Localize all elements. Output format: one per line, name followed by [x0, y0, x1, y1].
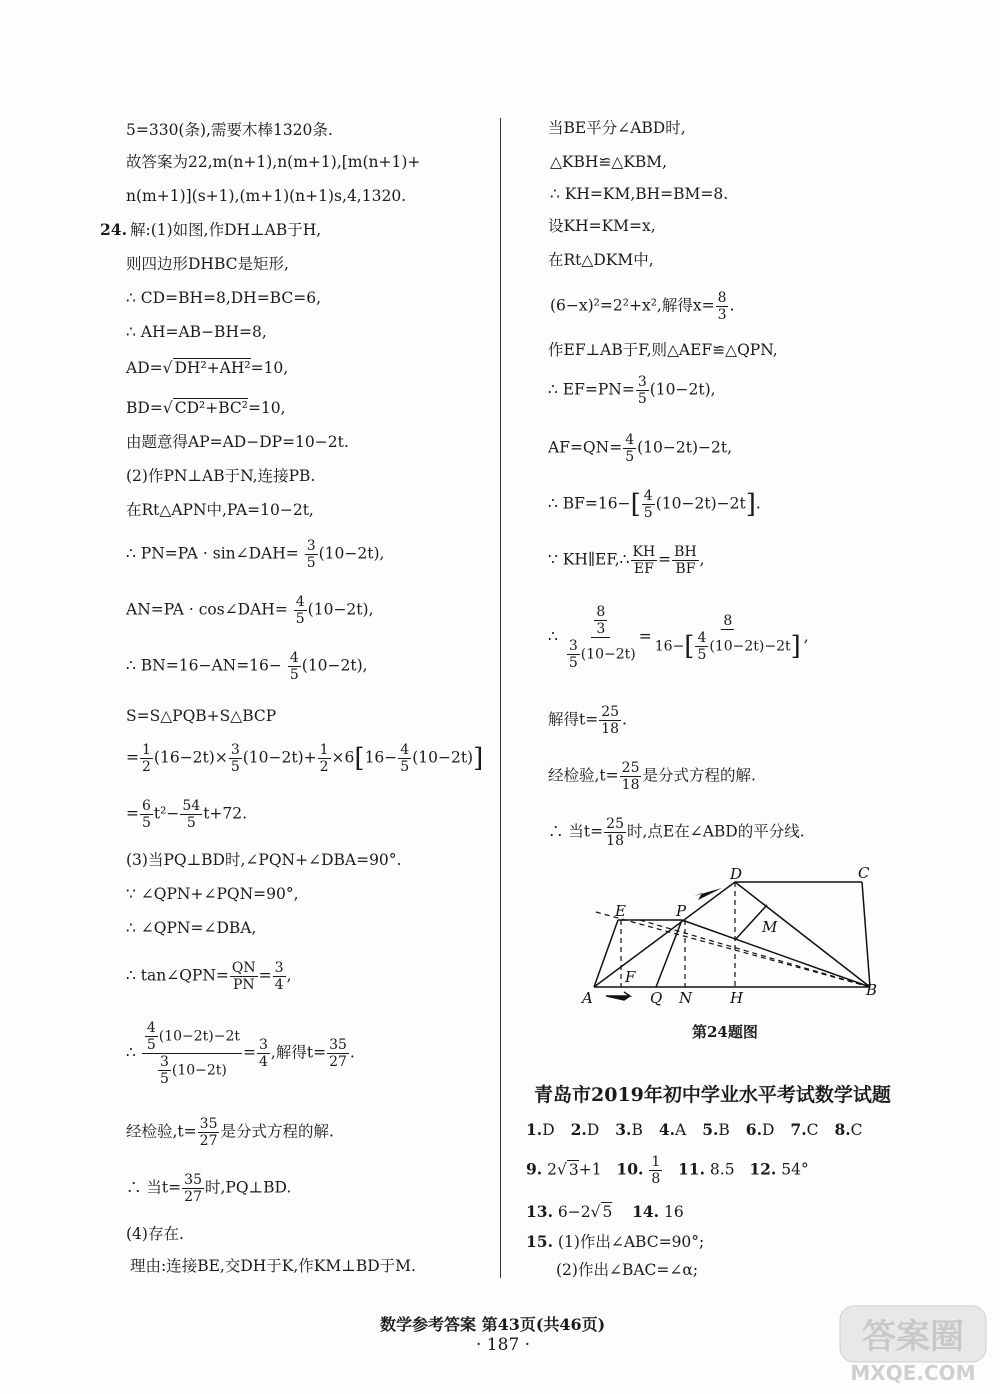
text: ∴ 当t=	[126, 1178, 182, 1197]
question-number: 6.	[745, 1120, 762, 1139]
formula-line	[548, 760, 756, 793]
text: =	[126, 804, 139, 823]
text: =	[658, 550, 672, 569]
text: (10−2t),	[307, 600, 374, 619]
formula-line	[548, 488, 761, 521]
text: ∴	[126, 1043, 136, 1062]
answer: D	[586, 1121, 600, 1139]
formula-line	[126, 1116, 334, 1149]
formula-line	[548, 704, 627, 737]
question-number: 8.	[834, 1120, 851, 1139]
text-line: ∴ AH=AB−BH=8,	[126, 323, 267, 341]
text: ,	[699, 550, 705, 569]
sqrt-sign: √	[590, 1203, 601, 1221]
answer: (2)作出∠BAC=∠α;	[556, 1261, 699, 1279]
formula-line	[126, 398, 286, 418]
segment-AD	[594, 882, 735, 987]
text: ,解得t=	[270, 1043, 327, 1062]
answers-row-5	[556, 1258, 698, 1280]
text-line: 5=330(条),需要木棒1320条.	[126, 121, 333, 139]
text: .	[622, 710, 627, 729]
text: (10−2t)	[580, 646, 636, 663]
fraction: $\frac{25}{18}$	[621, 760, 640, 793]
label-P: P	[676, 902, 687, 920]
text: =	[243, 1043, 256, 1062]
fraction: $\frac{3}{5}$	[159, 1054, 169, 1087]
text-line: △KBH≌△KBM,	[550, 153, 668, 171]
denominator	[564, 638, 638, 671]
denominator	[155, 1054, 229, 1087]
text: =10,	[247, 399, 286, 417]
sqrt-body: CD²+BC²	[174, 399, 248, 417]
label-B: B	[866, 981, 878, 999]
fraction: $\frac{6}{5}$	[142, 798, 151, 831]
formula-line	[548, 544, 705, 577]
formula-line	[126, 358, 288, 378]
text: (10−2t),	[301, 656, 368, 675]
formula-line	[548, 604, 809, 671]
text: (10−2t)	[412, 748, 474, 767]
question-number: 24.	[100, 220, 127, 239]
answer: (1)作出∠ABC=90°;	[557, 1233, 705, 1251]
text: ×6	[331, 748, 355, 767]
text: .	[729, 296, 735, 315]
question-number: 5.	[702, 1120, 719, 1139]
fraction: $\frac{1}{8}$	[651, 1154, 661, 1187]
text: =	[126, 748, 139, 767]
fraction: $\frac{35}{27}$	[329, 1037, 347, 1070]
segment-DB	[735, 882, 870, 987]
text-line: n(m+1)](s+1),(m+1)(n+1)s,4,1320.	[126, 187, 407, 205]
text: ,	[803, 627, 809, 646]
answer: A	[675, 1121, 687, 1139]
label-D: D	[730, 865, 743, 883]
formula-line	[126, 1172, 291, 1205]
question-number: 12.	[749, 1159, 777, 1179]
fraction: $\frac{4}{5}$	[697, 629, 707, 663]
question-number: 14.	[632, 1202, 660, 1221]
formula-line	[548, 816, 805, 849]
formula-line	[126, 650, 368, 683]
text: 16−	[364, 748, 398, 767]
segment-CB	[862, 882, 870, 987]
question-number: 3.	[615, 1120, 632, 1139]
fraction: $\frac{4}{5}$	[400, 742, 410, 775]
column-divider	[500, 118, 501, 1278]
label-A: A	[582, 989, 593, 1007]
geometry-figure	[578, 862, 888, 1012]
question-number: 11.	[678, 1159, 705, 1179]
text: (10−2t)−2t,	[637, 438, 733, 457]
question-number: 7.	[790, 1120, 807, 1139]
answer: 6−2	[557, 1203, 591, 1221]
fraction: $\frac{4}{5}$	[295, 594, 305, 627]
answer: B	[631, 1121, 643, 1139]
text-line: 当BE平分∠ABD时,	[548, 119, 686, 137]
text: ∴ BN=16−AN=16−	[126, 656, 282, 675]
answer: 3	[568, 1160, 579, 1179]
formula-line	[126, 538, 384, 571]
label-N: N	[679, 989, 693, 1007]
sqrt-sign: √	[162, 399, 173, 417]
text: AN=PA · cos∠DAH=	[126, 600, 288, 619]
question-number: 15.	[526, 1232, 553, 1251]
formula-line	[548, 374, 716, 407]
fraction: $\frac{8}{3}$	[596, 604, 606, 637]
text: ∴	[548, 627, 558, 646]
formula-line	[126, 1020, 355, 1087]
text: t+72.	[203, 804, 248, 823]
text: ∴ EF=PN=	[548, 380, 635, 399]
bracket: [	[630, 489, 641, 520]
text: t²−	[153, 804, 180, 823]
figure-caption: 第24题图	[692, 1023, 758, 1041]
segment-EB	[596, 912, 870, 987]
answer: D	[761, 1121, 775, 1139]
answers-row-3	[526, 1202, 684, 1221]
label-F: F	[625, 968, 636, 986]
fraction: $\frac{1}{2}$	[142, 742, 151, 775]
text-line: 则四边形DHBC是矩形,	[126, 255, 289, 273]
watermark-text: 答案圈	[862, 1317, 964, 1357]
text: .	[349, 1043, 355, 1062]
fraction: $\frac{3}{4}$	[259, 1037, 268, 1070]
complex-fraction	[142, 1020, 242, 1087]
fraction: $\frac{3}{5}$	[306, 538, 316, 571]
text: (10−2t)−2t	[158, 1028, 240, 1045]
label-E: E	[615, 902, 626, 920]
question-number: 4.	[658, 1120, 676, 1139]
text-line: (3)当PQ⊥BD时,∠PQN+∠DBA=90°.	[126, 851, 402, 869]
text: 时,PQ⊥BD.	[204, 1178, 292, 1197]
text: (10−2t),	[318, 544, 385, 563]
text-line: 设KH=KM=x,	[548, 217, 656, 235]
question-number: 2.	[570, 1120, 587, 1139]
text: =10,	[250, 359, 289, 377]
text-line: S=S△PQB+S△BCP	[126, 707, 277, 725]
text: ∴ BF=16−	[548, 494, 631, 513]
text: =	[258, 966, 272, 985]
formula-line	[126, 742, 483, 775]
watermark-logo	[838, 1304, 988, 1386]
text: BD=	[126, 399, 163, 417]
text: (10−2t)−2t	[709, 638, 791, 654]
answer: 54°	[781, 1160, 809, 1179]
formula-line	[550, 290, 734, 323]
text: (16−2t)×	[153, 748, 228, 767]
text-line: 由题意得AP=AD−DP=10−2t.	[126, 433, 349, 451]
label-Q: Q	[650, 989, 663, 1007]
text-line: 在Rt△APN中,PA=10−2t,	[126, 501, 314, 519]
complex-fraction	[653, 613, 803, 663]
page-footer: 数学参考答案 第43页(共46页)	[380, 1315, 606, 1334]
numerator	[142, 1020, 242, 1054]
bracket: ]	[745, 489, 756, 520]
fraction: $\frac{3}{5}$	[230, 742, 240, 775]
answer: B	[718, 1121, 730, 1139]
answers-list	[526, 1121, 879, 1139]
text: 解得t=	[548, 710, 599, 729]
text: 时,点E在∠ABD的平分线.	[626, 822, 805, 841]
denominator	[653, 630, 803, 663]
sqrt-body: DH²+AH²	[174, 359, 251, 377]
label-H: H	[730, 989, 744, 1007]
fraction: $\frac{54}{5}$	[182, 798, 201, 831]
answer: 16	[664, 1203, 684, 1221]
text: (6−x)²=2²+x²,解得x=	[550, 296, 715, 315]
text: ∵ KH∥EF,∴	[548, 550, 630, 569]
formula-line	[126, 594, 374, 627]
formula-line	[126, 960, 292, 993]
answer: C	[850, 1121, 863, 1139]
text-line: 故答案为22,m(n+1),n(m+1),[m(n+1)+	[126, 153, 421, 171]
question-number: 1.	[526, 1120, 543, 1139]
fraction: $\frac{1}{2}$	[319, 742, 329, 775]
text-line: 作EF⊥AB于F,则△AEF≌△QPN,	[548, 341, 778, 359]
fraction: $\frac{35}{27}$	[184, 1172, 202, 1205]
text: ∴ tan∠QPN=	[126, 966, 229, 985]
fraction: $\frac{4}{5}$	[625, 432, 635, 465]
text: .	[755, 494, 761, 513]
fraction: $\frac{QN}{PN}$	[231, 960, 256, 993]
fraction: $\frac{3}{5}$	[637, 374, 647, 407]
text-line: 理由:连接BE,交DH于K,作KM⊥BD于M.	[130, 1257, 416, 1275]
sqrt-sign: √	[557, 1160, 567, 1179]
sqrt-sign: √	[162, 359, 173, 377]
text-line: (4)存在.	[126, 1225, 184, 1243]
text: (10−2t)	[171, 1062, 227, 1079]
fraction: $\frac{25}{18}$	[606, 816, 624, 849]
watermark-url: MXQE.COM	[850, 1361, 976, 1385]
answers-row-4	[526, 1230, 704, 1252]
text: (10−2t)+	[242, 748, 317, 767]
text-line: ∴ CD=BH=8,DH=BC=6,	[126, 289, 321, 307]
text: (10−2t),	[649, 380, 716, 399]
question-number: 9.	[526, 1159, 543, 1179]
answers-row-1	[526, 1120, 879, 1139]
text: 是分式方程的解.	[220, 1122, 334, 1141]
text: ∴ PN=PA · sin∠DAH=	[126, 544, 299, 563]
segment-AE	[594, 920, 618, 987]
text: 经检验,t=	[126, 1122, 197, 1141]
section-title: 青岛市2019年初中学业水平考试数学试题	[534, 1084, 891, 1106]
fraction: $\frac{35}{27}$	[199, 1116, 218, 1149]
text-line: ∴ KH=KM,BH=BM=8.	[550, 185, 729, 203]
text-line: ∴ ∠QPN=∠DBA,	[126, 919, 257, 937]
formula-line	[548, 432, 732, 465]
fraction: $\frac{4}{5}$	[146, 1020, 156, 1053]
arrow-icon	[606, 992, 630, 1000]
answer: D	[542, 1121, 555, 1139]
text: ∴ 当t=	[548, 822, 604, 841]
text: AF=QN=	[548, 438, 623, 457]
text: 16−	[654, 638, 685, 654]
label-M: M	[762, 918, 778, 936]
text: =	[638, 627, 652, 646]
fraction: $\frac{KH}{EF}$	[632, 544, 656, 577]
answers-row-2	[526, 1154, 809, 1187]
question-number: 13.	[526, 1202, 553, 1221]
bracket: [	[684, 631, 695, 661]
segment-QB	[640, 920, 870, 987]
text: 是分式方程的解.	[642, 766, 756, 785]
bracket: [	[354, 743, 365, 774]
text: (10−2t)−2t	[655, 494, 746, 513]
numerator	[591, 604, 610, 638]
answer: C	[806, 1121, 819, 1139]
label-C: C	[858, 864, 870, 882]
fraction: $\frac{25}{18}$	[601, 704, 620, 737]
answer: 2	[547, 1160, 557, 1179]
text: ,	[286, 966, 292, 985]
answer: +1	[578, 1160, 602, 1179]
fraction: $\frac{4}{5}$	[289, 650, 299, 683]
bracket: ]	[473, 743, 484, 774]
text: AD=	[126, 359, 163, 377]
text-line: ∵ ∠QPN+∠PQN=90°,	[126, 885, 299, 903]
numerator: 8	[723, 612, 733, 629]
complex-fraction	[564, 604, 638, 671]
page-number: · 187 ·	[476, 1335, 531, 1355]
text-line: (2)作PN⊥AB于N,连接PB.	[126, 467, 316, 485]
text: 经检验,t=	[548, 766, 619, 785]
answer: 5	[602, 1203, 613, 1221]
fraction: $\frac{8}{3}$	[717, 290, 727, 323]
fraction: $\frac{4}{5}$	[643, 488, 653, 521]
question-number: 10.	[616, 1159, 644, 1179]
fraction: $\frac{3}{5}$	[568, 638, 578, 671]
answer: 8.5	[709, 1160, 735, 1179]
fraction: $\frac{3}{4}$	[274, 960, 284, 993]
formula-line	[126, 798, 247, 831]
text-line: 解:(1)如图,作DH⊥AB于H,	[130, 221, 322, 239]
text-line: 在Rt△DKM中,	[548, 251, 654, 269]
bracket: ]	[790, 631, 801, 661]
fraction: $\frac{BH}{BF}$	[674, 544, 697, 577]
